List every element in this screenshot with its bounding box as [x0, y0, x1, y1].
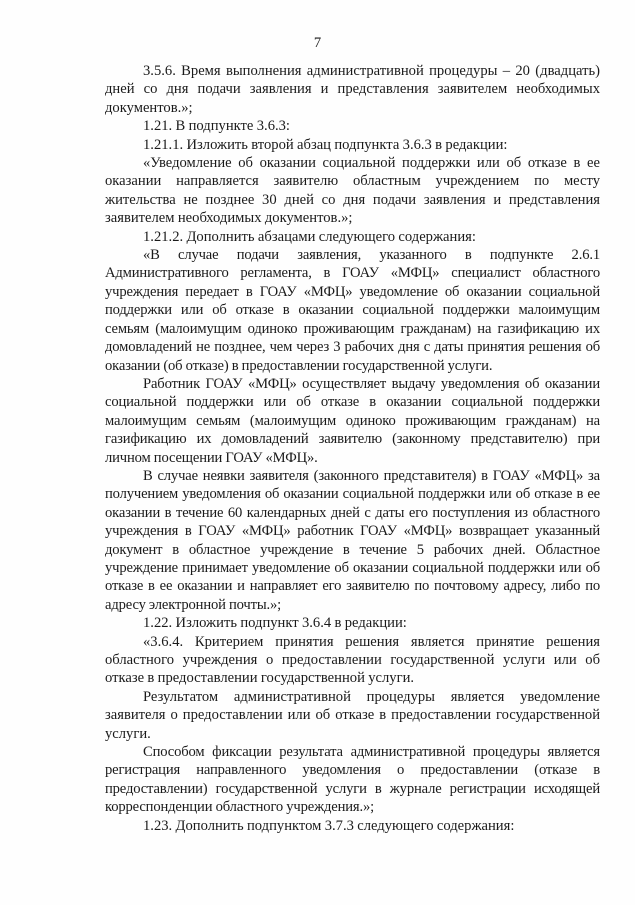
paragraph-1-23: 1.23. Дополнить подпунктом 3.7.3 следующего содержания: — [143, 817, 515, 834]
paragraph-fixation: Способом фиксации результата административной процедуры является регистрация направленного уведомления о предоставлении (отказе в предоставлении) государственной услуги в журнале регистрации исходящей корреспонденции областного учреждения.»; — [105, 744, 600, 816]
paragraph-non-appearance: В случае неявки заявителя (законного представителя) в ГОАУ «МФЦ» за получением уведомления об оказании социальной поддержки или об отказе в ее оказании в течение 60 календарных дней с даты его поступления из областного учреждения в ГОАУ «МФЦ» работник ГОАУ «МФЦ» возвращает указанный документ в областное учреждение в течение 5 рабочих дней. Областное учреждение принимает уведомление об оказании социальной поддержки или об отказе в ее оказании и направляет его заявителю по почтовому адресу, либо по адресу электронной почты.»; — [105, 467, 600, 613]
page-number: 7 — [313, 35, 322, 51]
paragraph-3-6-4: «3.6.4. Критерием принятия решения является принятие решения областного учреждения о предоставлении государственной услуги или об отказе в предоставлении государственной услуги. — [105, 633, 600, 687]
paragraph-quote-application: «В случае подачи заявления, указанного в подпункте 2.6.1 Административного регламента, в ГОАУ «МФЦ» специалист областного учреждения передает в ГОАУ «МФЦ» уведомление об оказании социальной поддержки или об отказе в оказании социальной поддержки малоимущим семьям (малоимущим одиноко проживающим гражданам) на газификацию их домовладений не позднее, чем через 3 рабочих дня с даты принятия решения об оказании (об отказе) в предоставлении государственной услуги. — [105, 247, 600, 374]
paragraph-quote-notification: «Уведомление об оказании социальной поддержки или об отказе в ее оказании направляется заявителю областным учреждением по месту жительства не позднее 30 дней со дня подачи заявления и представления заявителем необходимых документов.»; — [105, 155, 600, 227]
paragraph-1-21: 1.21. В подпункте 3.6.3: — [143, 118, 290, 135]
paragraph-3-5-6: 3.5.6. Время выполнения административной процедуры – 20 (двадцать) дней со дня подачи заявления и представления заявителем необходимых документов.»; — [105, 63, 600, 116]
document-body — [105, 62, 600, 835]
paragraph-result: Результатом административной процедуры является уведомление заявителя о предоставлении или об отказе в предоставлении государственной услуги. — [105, 688, 600, 742]
paragraph-1-21-1: 1.21.1. Изложить второй абзац подпункта 3.6.3 в редакции: — [143, 136, 508, 153]
paragraph-mfc-worker: Работник ГОАУ «МФЦ» осуществляет выдачу уведомления об оказании социальной поддержки или об отказе в оказании социальной поддержки малоимущим семьям (малоимущим одиноко проживающим гражданам) на газификацию их домовладений заявителю (законному представителю) при личном посещении ГОАУ «МФЦ». — [105, 375, 600, 466]
paragraph-1-21-2: 1.21.2. Дополнить абзацами следующего содержания: — [143, 228, 476, 245]
paragraph-1-22: 1.22. Изложить подпункт 3.6.4 в редакции: — [143, 615, 407, 632]
